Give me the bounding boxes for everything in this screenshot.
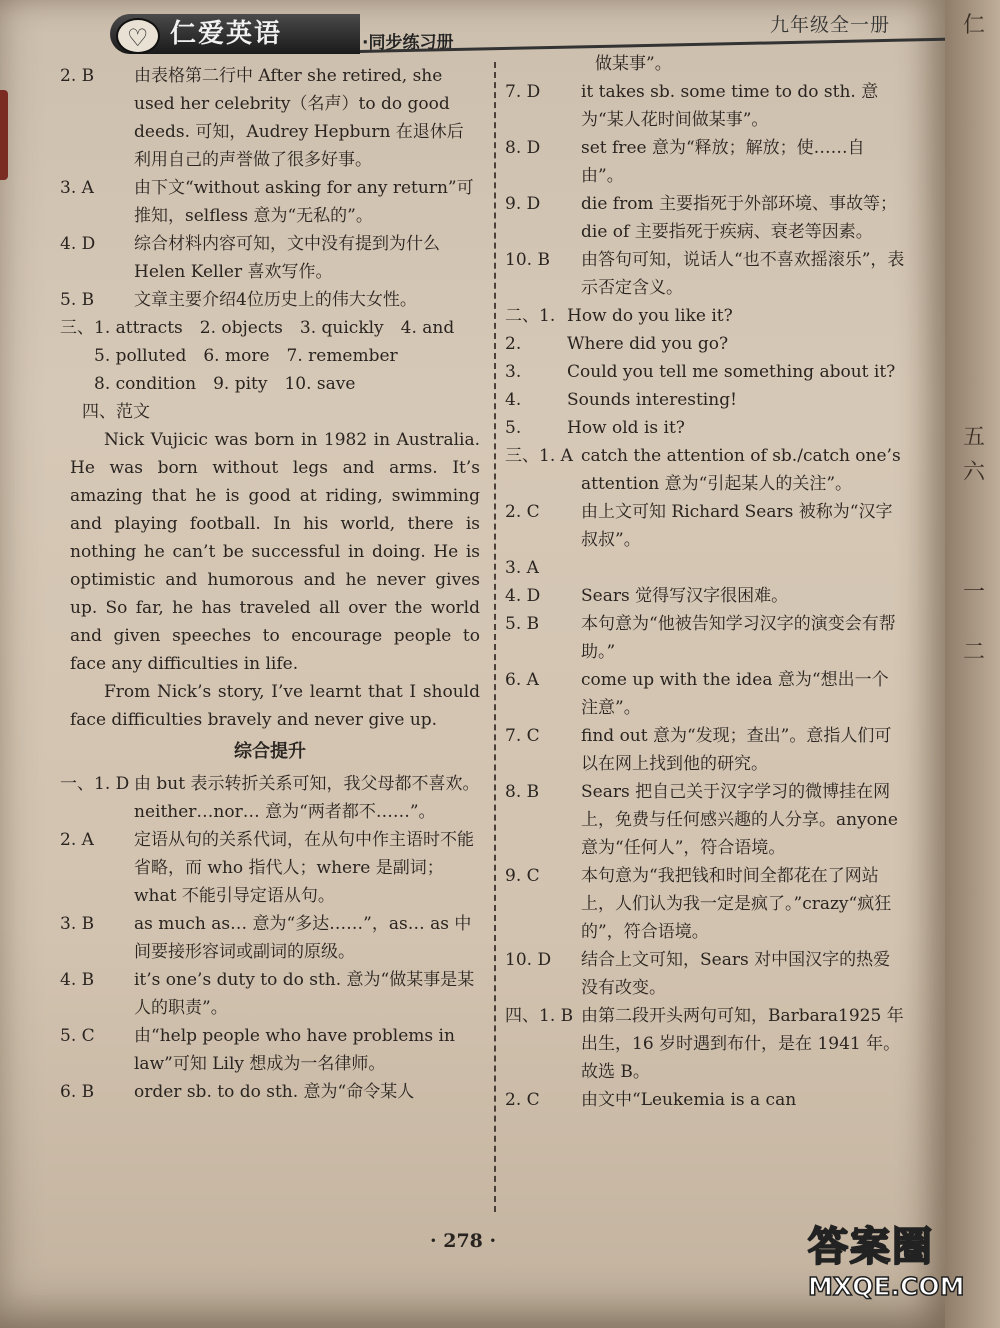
answer-item bbox=[505, 666, 905, 722]
answer-item bbox=[60, 1022, 480, 1078]
answer-item bbox=[60, 62, 480, 174]
essay-paragraph: Nick Vujicic was born in 1982 in Australia. He was born without legs and arms. It’s amazing that he is good at riding, swimming and playing football. In his world, there is nothing he can’t be successful in doing. He is optimistic and humorous and he never gives up. So far, he has traveled all over the world and given speeches to encourage people to face any difficulties in life. bbox=[70, 430, 480, 674]
answer-number: 4. D bbox=[505, 586, 541, 606]
answer-item bbox=[60, 966, 480, 1022]
answer-row bbox=[60, 370, 480, 398]
answer-item bbox=[60, 826, 480, 910]
answer-item bbox=[505, 862, 905, 946]
answer-explanation: 由第二段开头两句可知，Barbara1925 年出生，16 岁时遇到布什，是在 1941 年。故选 B。 bbox=[581, 1006, 904, 1082]
answer-explanation: 由“help people who have problems in law”可知 Lily 想成为一名律师。 bbox=[134, 1026, 455, 1074]
answer-explanation: How old is it? bbox=[567, 418, 685, 438]
answer-explanation: 由下文“without asking for any return”可推知，selfless 意为“无私的”。 bbox=[134, 178, 474, 226]
brand-title: 仁爱英语 bbox=[170, 19, 283, 49]
section-3-answers bbox=[60, 314, 480, 398]
answer-number: 4. B bbox=[60, 970, 95, 990]
heart-logo-icon bbox=[116, 18, 160, 54]
answer-item bbox=[60, 174, 480, 230]
answer-explanation: find out 意为“发现；查出”。意指人们可以在网上找到他的研究。 bbox=[581, 726, 892, 774]
answer-number: 5. B bbox=[505, 614, 540, 634]
answer-item bbox=[60, 286, 480, 314]
answer-item bbox=[505, 246, 905, 302]
answer-item bbox=[505, 190, 905, 246]
answer-item bbox=[505, 78, 905, 134]
page-number: · 278 · bbox=[430, 1230, 497, 1252]
answer-item bbox=[60, 1078, 480, 1106]
answer-number: 8. D bbox=[505, 138, 541, 158]
answer-item bbox=[505, 386, 905, 414]
answer-number: 3. A bbox=[505, 558, 539, 578]
answer-item bbox=[60, 770, 480, 826]
answer-number: 6. A bbox=[505, 670, 539, 690]
page-edge-bookmark bbox=[0, 90, 8, 180]
section-4-title: 四、范文 bbox=[82, 402, 150, 422]
answer-number: 9. C bbox=[505, 866, 540, 886]
answer-explanation: Could you tell me something about it? bbox=[567, 362, 896, 382]
answer-number: 5. bbox=[505, 418, 522, 438]
answer-explanation: 由 but 表示转折关系可知，我父母都不喜欢。neither…nor… 意为“两者都不……”。 bbox=[134, 774, 480, 822]
answer-row-text: 5. polluted 6. more 7. remember bbox=[94, 346, 398, 366]
answer-item bbox=[505, 330, 905, 358]
answer-explanation: Sears 把自己关于汉字学习的微博挂在网上，免费与任何感兴趣的人分享。anyone 意为“任何人”，符合语境。 bbox=[581, 782, 898, 858]
answer-explanation: Sears 觉得写汉字很困难。 bbox=[581, 586, 789, 606]
answer-explanation: set free 意为“释放；解放；使……自由”。 bbox=[581, 138, 865, 186]
answer-explanation: catch the attention of sb./catch one’s attention 意为“引起某人的关注”。 bbox=[581, 446, 901, 494]
answer-item bbox=[505, 442, 905, 498]
answer-number: 4. D bbox=[60, 234, 96, 254]
watermark-logo: 答案圈 bbox=[808, 1224, 934, 1270]
answer-item bbox=[505, 722, 905, 778]
answer-number: 5. C bbox=[60, 1026, 95, 1046]
answer-item bbox=[505, 1086, 905, 1114]
answer-number: 5. B bbox=[60, 290, 95, 310]
answer-number: 二、1. bbox=[505, 306, 556, 326]
adjacent-page-fragment: 五 bbox=[963, 425, 986, 450]
answer-explanation: 由文中“Leukemia is a can bbox=[581, 1090, 797, 1110]
answer-explanation: 由表格第二行中 After she retired, she used her celebrity（名声）to do good deeds. 可知，Audrey Hepburn 在退休后利用自己的声誉做了很多好事。 bbox=[134, 66, 464, 170]
answer-row bbox=[60, 314, 480, 342]
answer-item bbox=[505, 302, 905, 330]
column-divider bbox=[494, 62, 496, 1212]
answer-number: 2. C bbox=[505, 502, 540, 522]
answer-explanation: 结合上文可知，Sears 对中国汉字的热爱没有改变。 bbox=[581, 950, 891, 998]
answer-item bbox=[505, 1002, 905, 1086]
answer-explanation: How do you like it? bbox=[567, 306, 733, 326]
answer-explanation bbox=[581, 554, 905, 582]
answer-item bbox=[505, 414, 905, 442]
answer-row bbox=[60, 342, 480, 370]
answer-explanation: 由答句可知，说话人“也不喜欢摇滚乐”，表示否定含义。 bbox=[581, 250, 905, 298]
answer-item bbox=[60, 910, 480, 966]
answer-number: 7. C bbox=[505, 726, 540, 746]
answer-number: 6. B bbox=[60, 1082, 95, 1102]
answer-item bbox=[505, 610, 905, 666]
answer-explanation: it’s one’s duty to do sth. 意为“做某事是某人的职责”。 bbox=[134, 970, 475, 1018]
answer-row-text: 1. attracts 2. objects 3. quickly 4. and bbox=[94, 318, 455, 338]
header-subtitle: ·同步练习册 bbox=[362, 33, 454, 53]
answer-item bbox=[60, 230, 480, 286]
answer-explanation: 文章主要介绍4位历史上的伟大女性。 bbox=[134, 290, 417, 310]
adjacent-page-fragment: 一 bbox=[963, 580, 986, 605]
answer-number: 四、1. B bbox=[505, 1006, 574, 1026]
answer-number: 3. A bbox=[60, 178, 94, 198]
answer-explanation: order sb. to do sth. 意为“命令某人 bbox=[134, 1082, 415, 1102]
answer-explanation: 本句意为“我把钱和时间全都花在了网站上，人们认为我一定是疯了。”crazy“疯狂的”，符合语境。 bbox=[581, 866, 892, 942]
brand-banner bbox=[110, 14, 360, 54]
answer-explanation: Where did you go? bbox=[567, 334, 729, 354]
answer-number: 4. bbox=[505, 390, 522, 410]
answer-number: 3. bbox=[505, 362, 522, 382]
answer-number: 一、1. D bbox=[60, 774, 130, 794]
answer-row-text: 8. condition 9. pity 10. save bbox=[94, 374, 356, 394]
answer-number: 2. A bbox=[60, 830, 94, 850]
left-column bbox=[60, 62, 480, 1106]
answer-item bbox=[505, 358, 905, 386]
answer-number: 9. D bbox=[505, 194, 541, 214]
grade-label: 九年级全一册 bbox=[770, 14, 891, 36]
answer-explanation: die from 主要指死于外部环境、事故等；die of 主要指死于疾病、衰老等因素。 bbox=[581, 194, 897, 242]
answer-number: 10. B bbox=[505, 250, 550, 270]
section-label: 三、 bbox=[60, 318, 94, 338]
answer-explanation: 综合材料内容可知，文中没有提到为什么 Helen Keller 喜欢写作。 bbox=[134, 234, 440, 282]
answer-number: 7. D bbox=[505, 82, 541, 102]
right-column bbox=[505, 50, 905, 1114]
answer-number: 8. B bbox=[505, 782, 540, 802]
answer-number: 3. B bbox=[60, 914, 95, 934]
answer-explanation: 由上文可知 Richard Sears 被称为“汉字叔叔”。 bbox=[581, 502, 893, 550]
subheading: 综合提升 bbox=[234, 741, 306, 762]
answer-explanation: it takes sb. some time to do sth. 意为“某人花时间做某事”。 bbox=[581, 82, 879, 130]
adjacent-page-fragment: 仁 bbox=[963, 13, 986, 38]
answer-explanation: come up with the idea 意为“想出一个注意”。 bbox=[581, 670, 889, 718]
answer-explanation: 本句意为“他被告知学习汉字的演变会有帮助。” bbox=[581, 614, 896, 662]
adjacent-page-fragment: 二 bbox=[963, 640, 986, 665]
answer-number: 2. B bbox=[60, 66, 95, 86]
adjacent-page-edge bbox=[945, 0, 1000, 1328]
answer-explanation: 定语从句的关系代词，在从句中作主语时不能省略，而 who 指代人；where 是副词；what 不能引导定语从句。 bbox=[134, 830, 474, 906]
answer-item bbox=[505, 498, 905, 554]
watermark-url: MXQE.COM bbox=[808, 1272, 965, 1301]
answer-item bbox=[505, 554, 905, 582]
answer-explanation: Sounds interesting! bbox=[567, 390, 737, 410]
answer-item bbox=[505, 582, 905, 610]
essay-paragraph: From Nick’s story, I’ve learnt that I should face difficulties bravely and never give up. bbox=[70, 682, 480, 730]
answer-number: 10. D bbox=[505, 950, 552, 970]
answer-explanation: as much as… 意为“多达……”，as… as 中间要接形容词或副词的原级。 bbox=[134, 914, 472, 962]
watermark bbox=[808, 1215, 998, 1325]
answer-item bbox=[505, 778, 905, 862]
adjacent-page-fragment: 六 bbox=[963, 460, 986, 485]
answer-number: 2. bbox=[505, 334, 522, 354]
answer-item bbox=[505, 946, 905, 1002]
answer-item bbox=[505, 134, 905, 190]
continued-text: 做某事”。 bbox=[595, 54, 672, 74]
answer-number: 2. C bbox=[505, 1090, 540, 1110]
answer-number: 三、1. A bbox=[505, 446, 573, 466]
